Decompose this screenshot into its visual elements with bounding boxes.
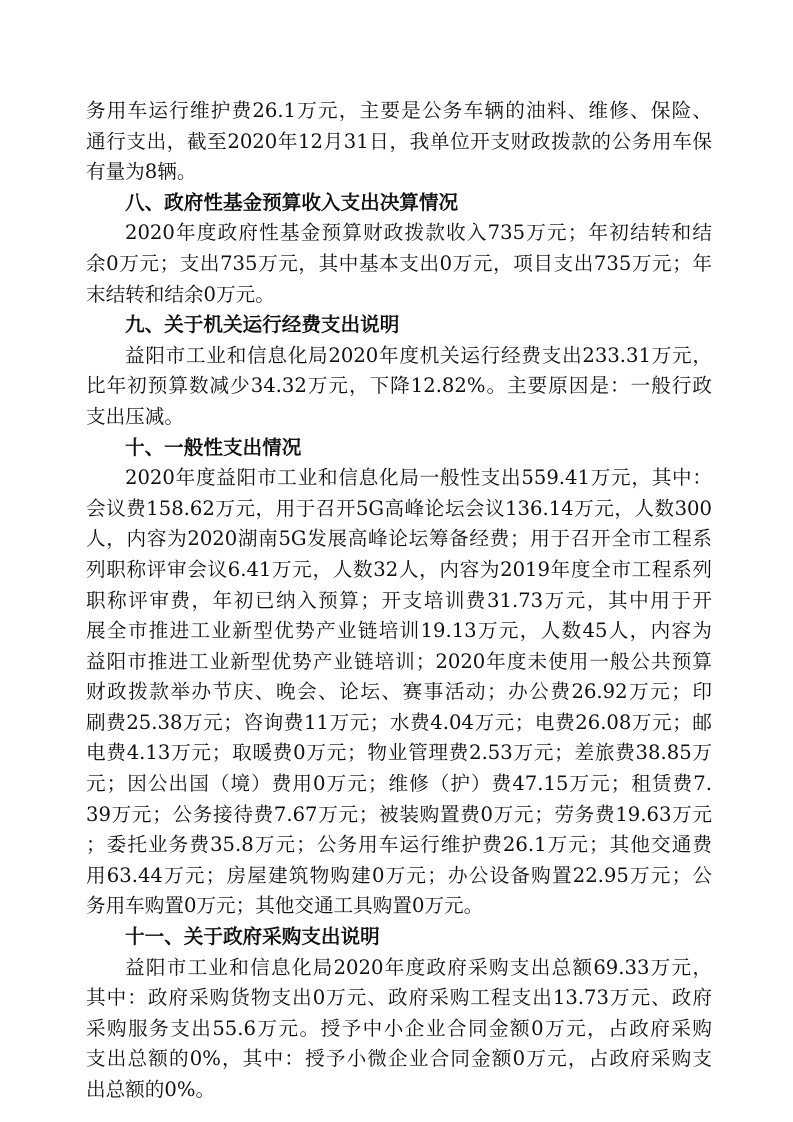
paragraph-line: 益阳市推进工业新型优势产业链培训；2020年度未使用一般公共预算: [86, 649, 712, 673]
paragraph-line: 务用车运行维护费26.1万元，主要是公务车辆的油料、维修、保险、: [86, 99, 712, 122]
paragraph-line: 职称评审费，年初已纳入预算；开支培训费31.73万元，其中用于开: [86, 588, 712, 612]
paragraph-line: 比年初预算数减少34.32万元，下降12.82%。主要原因是：一般行政: [86, 374, 712, 398]
paragraph-line: 人，内容为2020湖南5G发展高峰论坛筹备经费；用于召开全市工程系: [86, 527, 712, 551]
paragraph-line: 刷费25.38万元；咨询费11万元；水费4.04万元；电费26.08万元；邮: [86, 710, 712, 734]
document-page: [86, 96, 712, 1106]
section-heading: 十、一般性支出情况: [125, 435, 302, 459]
paragraph-line: 其中：政府采购货物支出0万元、政府采购工程支出13.73万元、政府: [86, 986, 712, 1010]
paragraph-line: 余0万元；支出735万元，其中基本支出0万元，项目支出735万元；年: [86, 251, 712, 275]
paragraph-line: 采购服务支出55.6万元。授予中小企业合同金额0万元，占政府采购: [86, 1016, 712, 1040]
paragraph-line: 2020年度益阳市工业和信息化局一般性支出559.41万元，其中：: [125, 466, 712, 490]
paragraph-line: 通行支出，截至2020年12月31日，我单位开支财政拨款的公务用车保: [86, 129, 712, 153]
paragraph-line: 列职称评审会议6.41万元，人数32人，内容为2019年度全市工程系列: [86, 557, 712, 581]
paragraph-line: 元；因公出国（境）费用0万元；维修（护）费47.15万元；租赁费7.: [86, 772, 712, 796]
paragraph-line: 支出总额的0%，其中：授予小微企业合同金额0万元，占政府采购支: [86, 1047, 712, 1071]
paragraph-line: 2020年度政府性基金预算财政拨款收入735万元；年初结转和结: [125, 221, 712, 245]
paragraph-line: 用63.44万元；房屋建筑物购建0万元；办公设备购置22.95万元；公: [86, 863, 712, 887]
paragraph-line: 会议费158.62万元，用于召开5G高峰论坛会议136.14万元，人数300: [86, 496, 712, 520]
paragraph-line: 末结转和结余0万元。: [86, 282, 275, 306]
paragraph-line: 有量为8辆。: [86, 160, 197, 184]
paragraph-line: 39万元；公务接待费7.67万元；被装购置费0万元；劳务费19.63万元: [86, 802, 712, 826]
paragraph-line: 电费4.13万元；取暖费0万元；物业管理费2.53万元；差旅费38.85万: [86, 741, 712, 765]
paragraph-line: 展全市推进工业新型优势产业链培训19.13万元，人数45人，内容为: [86, 619, 712, 643]
section-heading: 九、关于机关运行经费支出说明: [125, 313, 400, 337]
section-heading: 十一、关于政府采购支出说明: [125, 925, 380, 949]
paragraph-line: 益阳市工业和信息化局2020年度政府采购支出总额69.33万元，: [125, 955, 712, 979]
document-body: [86, 96, 712, 1106]
paragraph-line: 务用车购置0万元；其他交通工具购置0万元。: [86, 894, 484, 918]
paragraph-line: 财政拨款举办节庆、晚会、论坛、赛事活动；办公费26.92万元；印: [86, 680, 712, 704]
paragraph-line: 支出压减。: [86, 404, 184, 428]
section-heading: 八、政府性基金预算收入支出决算情况: [125, 190, 459, 214]
paragraph-line: ；委托业务费35.8万元；公务用车运行维护费26.1万元；其他交通费: [86, 833, 712, 857]
paragraph-line: 出总额的0%。: [86, 1078, 216, 1101]
paragraph-line: 益阳市工业和信息化局2020年度机关运行经费支出233.31万元，: [125, 343, 712, 367]
